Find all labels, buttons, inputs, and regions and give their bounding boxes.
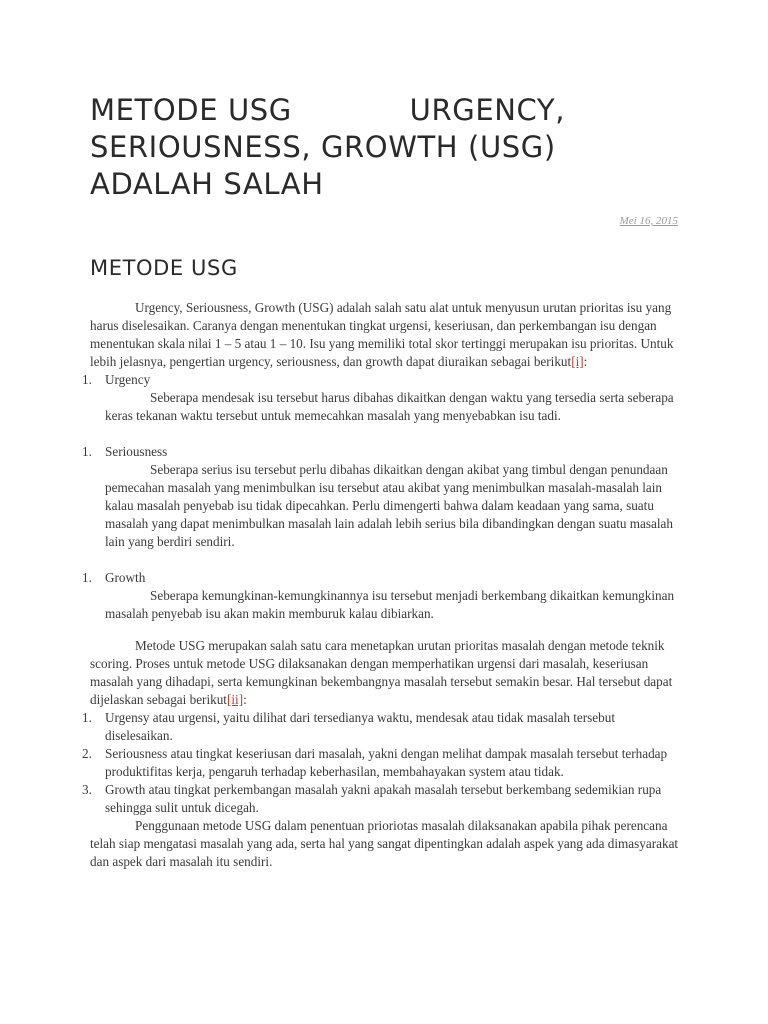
intro-text: Urgency, Seriousness, Growth (USG) adalah salah satu alat untuk menyusun urutan prioritas isu yang harus diselesaikan. Caranya dengan menentukan tingkat urgensi, keseriusan, dan perkembangan isu dengan menentukan skala nilai 1 – 5 atau 1 – 10. Isu yang memiliki total skor tertinggi merupakan isu prioritas. Untuk lebih jelasnya, pengertian urgency, seriousness, dan growth dapat diuraikan sebagai berikut (90, 300, 674, 369)
list-number: 1. (82, 372, 92, 387)
list-number: 3. (82, 782, 92, 797)
title-line: ADALAH SALAH (90, 167, 324, 201)
criteria-description: Seberapa mendesak isu tersebut harus dibahas dikaitkan dengan waktu yang tersedia serta seberapa keras tekanan waktu tersebut untuk memecahkan masalah yang menyebabkan isu tadi. (105, 390, 674, 423)
numbered-item-text: Seriousness atau tingkat keseriusan dari masalah, yakni dengan melihat dampak masalah tersebut terhadap produktifitas kerja, pengaruh terhadap keberhasilan, membahayakan system atau tidak. (105, 746, 668, 779)
closing-paragraph: Penggunaan metode USG dalam penentuan prioriotas masalah dilaksanakan apabila pihak perencana telah siap mengatasi masalah yang ada, serta hal yang sangat dipentingkan adalah aspek yang ada dimasyarakat dan aspek dari masalah itu sendiri. (90, 818, 679, 869)
spacer (90, 425, 680, 443)
criteria-item (82, 443, 680, 551)
list-number: 1. (82, 710, 92, 725)
document-title (90, 92, 700, 203)
numbered-item-text: Urgensy atau urgensi, yaitu dilihat dari tersedianya waktu, mendesak atau tidak masalah tersebut diselesaikan. (105, 710, 616, 743)
list-number: 1. (82, 444, 92, 459)
spacer (90, 551, 680, 569)
criteria-label: Seriousness (105, 444, 168, 459)
criteria-description: Seberapa kemungkinan-kemungkinannya isu tersebut menjadi berkembang dikaitkan kemungkinan masalah penyebab isu akan makin memburuk kalau dibiarkan. (105, 588, 675, 621)
intro-paragraph (90, 299, 680, 371)
list-number: 1. (82, 570, 92, 585)
numbered-item (82, 781, 680, 817)
title-line: SERIOUSNESS, GROWTH (USG) (90, 130, 556, 164)
numbered-item-text: Growth atau tingkat perkembangan masalah yakni apakah masalah tersebut berkembang sedemikian rupa sehingga sulit untuk dicegah. (105, 782, 662, 815)
article-body (82, 299, 680, 871)
spacer (90, 623, 680, 637)
footnote-ref-link[interactable]: [ii] (226, 692, 244, 707)
method-paragraph (90, 637, 680, 709)
list-number: 2. (82, 746, 92, 761)
criteria-item (82, 569, 680, 623)
title-line: METODE USG URGENCY, (90, 93, 566, 127)
intro-tail: : (583, 354, 588, 369)
criteria-label: Urgency (105, 372, 151, 387)
criteria-description: Seberapa serius isu tersebut perlu dibahas dikaitkan dengan akibat yang timbul dengan penundaan pemecahan masalah yang menimbulkan isu tersebut atau akibat yang menimbulkan masalah-masalah lain kalau masalah penyebab isu tidak dipecahkan. Perlu dimengerti bahwa dalam keadaan yang sama, suatu masalah yang dapat menimbulkan masalah lain adalah lebih serius bila dibandingkan dengan suatu masalah lain yang berdiri sendiri. (105, 462, 673, 549)
section-heading: METODE USG (90, 256, 238, 280)
post-date-link[interactable]: Mei 16, 2015 (619, 215, 678, 227)
criteria-label: Growth (105, 570, 146, 585)
criteria-item (82, 371, 680, 425)
numbered-item (82, 745, 680, 781)
footnote-ref-link[interactable]: [i] (571, 354, 584, 369)
method-tail: : (243, 692, 247, 707)
numbered-item (82, 709, 680, 745)
method-text: Metode USG merupakan salah satu cara menetapkan urutan prioritas masalah dengan metode teknik scoring. Proses untuk metode USG dilaksanakan dengan memperhatikan urgensi dari masalah, keseriusan masalah yang dihadapi, serta kemungkinan bekembangnya masalah tersebut semakin besar. Hal tersebut dapat dijelaskan sebagai berikut (90, 638, 673, 707)
